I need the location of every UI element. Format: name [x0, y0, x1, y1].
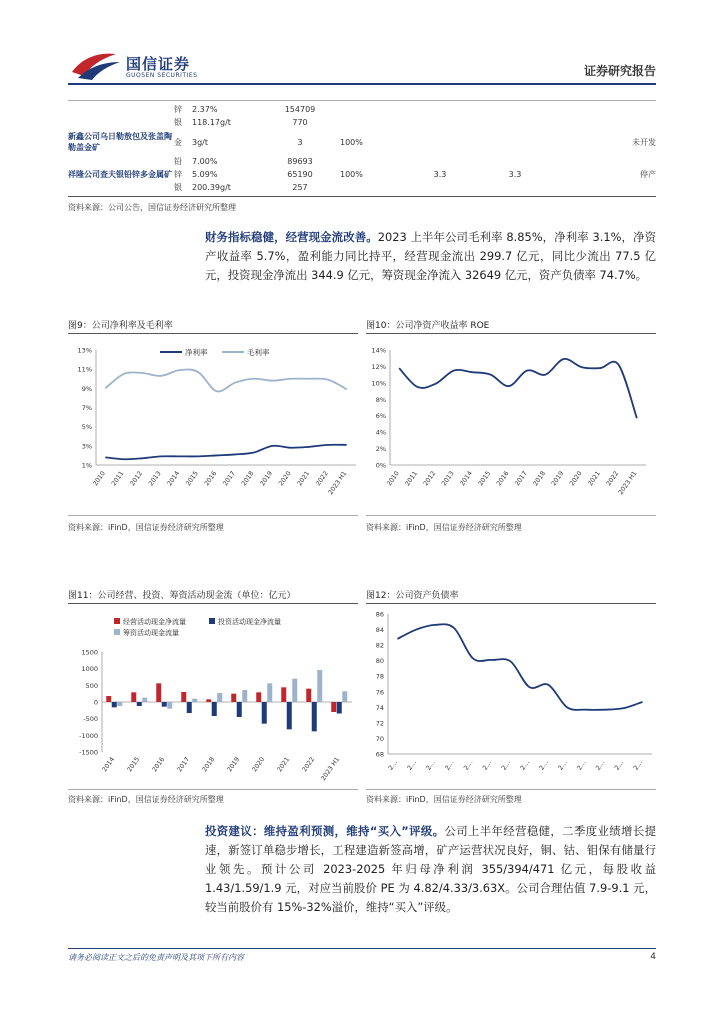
x-tick-label: 2… — [594, 759, 607, 772]
y-tick-label: 80 — [375, 657, 384, 666]
x-tick-label: 2… — [519, 759, 532, 772]
fig10-bottom-rule — [366, 515, 656, 516]
bar — [267, 683, 272, 702]
legend-label: 经营活动现金净流量 — [123, 618, 186, 626]
cell-grade: 7.00% — [192, 157, 218, 166]
cell-x1 — [410, 181, 470, 194]
mine-cell: 新鑫公司乌日勒敖包及张盖陶勒盖金矿 — [68, 132, 172, 152]
fig9-rule — [68, 333, 358, 334]
fig10-chart — [366, 338, 656, 508]
fig9-source: 资料来源：iFinD，国信证券经济研究所整理 — [68, 523, 224, 532]
finance-paragraph-lead: 财务指标稳健，经营现金流改善。 — [205, 230, 378, 244]
bar — [212, 702, 217, 716]
cell-x2 — [470, 116, 560, 129]
footer-rule — [68, 948, 656, 949]
bar — [287, 702, 292, 729]
bar — [281, 687, 286, 702]
bar — [137, 702, 142, 706]
fig10-source: 资料来源：iFinD，国信证券经济研究所整理 — [366, 523, 522, 532]
x-tick-label: 2016 — [151, 756, 167, 774]
x-tick-label: 2010 — [385, 470, 401, 488]
cell-reserve: 257 — [292, 183, 308, 192]
bar — [106, 696, 111, 702]
x-tick-label: 2018 — [240, 470, 256, 488]
y-tick-label: 82 — [375, 641, 384, 650]
y-tick-label: 4% — [375, 428, 386, 437]
x-tick-label: 2… — [481, 759, 494, 772]
x-tick-label: 2021 — [296, 470, 312, 488]
x-tick-label: 2018 — [201, 756, 217, 774]
cell-reserve: 154709 — [284, 105, 316, 114]
cell-status: 停产 — [640, 170, 656, 179]
x-tick-label: 2014 — [458, 470, 474, 488]
x-tick-label: 2021 — [586, 470, 602, 488]
cell-x2 — [470, 103, 560, 116]
brand-cn: 国信证券 — [126, 55, 191, 73]
y-tick-label: -1000 — [79, 731, 98, 740]
bar — [112, 702, 117, 707]
bar — [256, 692, 261, 702]
x-tick-label: 2010 — [91, 470, 107, 488]
table-row — [68, 116, 656, 129]
legend-label: 筹资活动现金流量 — [123, 629, 179, 637]
series-line-1 — [105, 445, 346, 460]
y-tick-label: 13% — [77, 346, 92, 355]
bar — [156, 683, 161, 702]
cell-reserve: 65190 — [287, 170, 313, 179]
brand-en: GUOSEN SECURITIES — [126, 72, 198, 79]
y-tick-label: 14% — [371, 346, 386, 355]
legend-label: 投资活动现金净流量 — [218, 618, 281, 626]
y-tick-label: 1000 — [81, 665, 98, 674]
y-tick-label: 500 — [85, 681, 98, 690]
fig9-bottom-rule — [68, 515, 358, 516]
x-tick-label: 2015 — [184, 470, 200, 488]
series-line-1 — [399, 359, 637, 418]
cell-equity: 100% — [340, 137, 363, 147]
footer-disclaimer: 请务必阅读正文之后的免责声明及其项下所有内容 — [68, 953, 244, 962]
x-tick-label: 2… — [462, 759, 475, 772]
cell-status — [560, 116, 656, 129]
cell-x1 — [410, 103, 470, 116]
x-tick-label: 2021 — [276, 756, 292, 774]
finance-paragraph-body: 2023 上半年公司毛利率 8.85%，净利率 3.1%，净资产收益率 5.7%，盈利能力同比持平，经营现金流出 299.7 亿元，同比少流出 77.5 亿元，投资现金净流出 344.9 亿元，筹资现金净流入 32649 亿元，资产负债率 74.7%。 — [205, 230, 656, 282]
table-top-rule — [68, 100, 656, 101]
x-tick-label: 2014 — [166, 470, 182, 488]
legend-swatch — [209, 618, 215, 624]
cell-x2 — [470, 155, 560, 168]
x-tick-label: 2… — [575, 759, 588, 772]
fig12-source: 资料来源：iFinD，国信证券经济研究所整理 — [366, 795, 522, 804]
mine-cell — [68, 103, 174, 116]
cell-grade: 200.39g/t — [192, 183, 231, 192]
x-tick-label: 2… — [406, 759, 418, 772]
cell-x2 — [470, 181, 560, 194]
bar — [292, 679, 297, 702]
bar — [331, 702, 336, 712]
legend-swatch — [114, 618, 120, 624]
x-tick-label: 2013 — [147, 470, 163, 488]
x-tick-label: 2020 — [251, 756, 267, 774]
cell-metal: 锌 — [174, 105, 182, 114]
fig12-chart — [366, 608, 656, 784]
fig10-title: 图10：公司净资产收益率 ROE — [366, 321, 490, 331]
y-tick-label: 86 — [375, 610, 384, 619]
x-tick-label: 2017 — [513, 470, 529, 488]
investment-paragraph-body: 公司上半年经营稳健，二季度业绩增长提速，新签订单稳步增长，工程建造新签高增，矿产运营状况良好，铜、钴、钼保有储量行业领先。预计公司 2023-2025 年归母净利润 355/394/471 亿元，每股收益 1.43/1.59/1.9 元，对应当前股价 PE 为 4.82/4.33/3.63X。公司合理估值 7.9-9.1 元，较当前股价有 15%-32%溢价，维持“买入”评级。 — [205, 824, 656, 914]
fig11-title: 图11：公司经营、投资、筹资活动现金流（单位：亿元） — [68, 591, 296, 601]
bar — [317, 670, 322, 702]
cell-equity — [340, 155, 410, 168]
x-tick-label: 2… — [613, 759, 626, 772]
bar — [192, 699, 197, 702]
cell-reserve: 770 — [292, 118, 308, 127]
bar — [262, 702, 267, 724]
fig11-bottom-rule — [68, 789, 358, 790]
fig10-rule — [366, 333, 656, 334]
cell-equity — [340, 103, 410, 116]
series-line-2 — [105, 370, 346, 392]
bar — [342, 691, 347, 702]
x-tick-label: 2016 — [203, 470, 219, 488]
bar — [206, 699, 211, 702]
table-bottom-rule — [68, 196, 656, 197]
bar — [242, 690, 247, 702]
x-tick-label: 2011 — [404, 470, 420, 488]
table-row — [68, 129, 656, 155]
x-tick-label: 2… — [425, 759, 437, 772]
bar — [167, 702, 172, 709]
cell-equity — [340, 181, 410, 194]
investment-paragraph-lead: 投资建议：维持盈利预测，维持“买入”评级。 — [205, 824, 445, 838]
cell-x1 — [410, 155, 470, 168]
x-tick-label: 2… — [557, 759, 569, 772]
x-tick-label: 2012 — [129, 470, 145, 488]
y-tick-label: 5% — [81, 423, 92, 432]
bar — [131, 692, 136, 702]
y-tick-label: 6% — [375, 412, 386, 421]
fig9-title: 图9：公司净利率及毛利率 — [68, 321, 173, 331]
cell-x1: 3.3 — [433, 170, 447, 179]
investment-paragraph — [205, 822, 656, 917]
series-line-1 — [397, 624, 642, 710]
y-tick-label: 70 — [375, 734, 384, 743]
fig12-bottom-rule — [366, 789, 656, 790]
cell-status — [560, 155, 656, 168]
cell-metal: 银 — [174, 183, 182, 192]
table-source: 资料来源：公司公告，国信证券经济研究所整理 — [68, 203, 236, 212]
guosen-logo-icon — [70, 50, 122, 80]
x-tick-label: 2023 H1 — [617, 470, 639, 497]
y-tick-label: 0% — [375, 461, 386, 470]
x-tick-label: 2022 — [314, 470, 330, 488]
finance-paragraph — [205, 228, 656, 285]
x-tick-label: 2019 — [259, 470, 275, 488]
cell-reserve: 3 — [297, 137, 303, 147]
y-tick-label: 12% — [371, 362, 386, 371]
bar — [337, 702, 342, 714]
x-tick-label: 2022 — [605, 470, 621, 488]
x-tick-label: 2012 — [422, 470, 438, 488]
y-tick-label: 9% — [81, 384, 92, 393]
x-tick-label: 2… — [538, 759, 550, 772]
fig11-source: 资料来源：iFinD，国信证券经济研究所整理 — [68, 795, 224, 804]
x-tick-label: 2023 H1 — [327, 470, 349, 497]
x-tick-label: 2014 — [101, 756, 117, 774]
cell-metal: 金 — [174, 137, 182, 147]
cell-equity: 100% — [340, 170, 363, 179]
bar — [162, 702, 167, 707]
x-tick-label: 2… — [500, 759, 513, 772]
cell-metal: 铅 — [174, 157, 182, 166]
resource-table — [68, 103, 656, 194]
legend-label: 毛利率 — [247, 348, 270, 357]
cell-x1 — [410, 129, 470, 155]
x-tick-label: 2… — [387, 759, 400, 772]
cell-x2: 3.3 — [508, 170, 522, 179]
cell-metal: 银 — [174, 118, 182, 127]
x-tick-label: 2013 — [440, 470, 456, 488]
y-tick-label: 1% — [81, 461, 92, 470]
bar — [312, 702, 317, 731]
y-tick-label: 78 — [375, 672, 384, 681]
bar — [117, 702, 122, 706]
x-tick-label: 2020 — [568, 470, 584, 488]
cell-grade: 118.17g/t — [192, 118, 231, 127]
cell-status: 未开发 — [632, 137, 656, 147]
cell-status — [560, 103, 656, 116]
y-tick-label: 1500 — [81, 648, 98, 657]
bar — [142, 698, 147, 702]
y-tick-label: 3% — [81, 442, 92, 451]
report-type: 证券研究报告 — [583, 64, 656, 78]
x-tick-label: 2017 — [221, 470, 237, 488]
fig12-rule — [366, 603, 656, 604]
cell-grade: 2.37% — [192, 105, 218, 114]
bar — [306, 689, 311, 702]
y-tick-label: 11% — [77, 365, 92, 374]
y-tick-label: 8% — [375, 395, 386, 404]
bar — [187, 702, 192, 713]
x-tick-label: 2015 — [126, 756, 142, 774]
x-tick-label: 2023 H1 — [320, 756, 342, 783]
x-tick-label: 2018 — [532, 470, 548, 488]
x-tick-label: 2… — [632, 759, 645, 772]
bar — [231, 694, 236, 702]
y-tick-label: 84 — [375, 626, 384, 635]
y-tick-label: 7% — [81, 404, 92, 412]
fig9-chart — [68, 338, 358, 508]
cell-x1 — [410, 116, 470, 129]
bar — [181, 692, 186, 702]
y-tick-label: 10% — [371, 379, 386, 388]
y-tick-label: 72 — [375, 719, 384, 728]
y-tick-label: 74 — [375, 703, 384, 712]
table-row — [68, 155, 656, 168]
y-tick-label: -500 — [83, 715, 98, 724]
x-tick-label: 2019 — [550, 470, 566, 488]
logo — [70, 50, 210, 84]
y-tick-label: 2% — [375, 445, 386, 454]
fig11-chart — [68, 608, 358, 784]
x-tick-label: 2016 — [495, 470, 511, 488]
fig12-title: 图12：公司资产负债率 — [366, 591, 459, 601]
y-tick-label: -1500 — [79, 748, 98, 757]
cell-x2 — [470, 129, 560, 155]
x-tick-label: 2022 — [301, 756, 317, 774]
x-tick-label: 2011 — [110, 470, 126, 488]
cell-grade: 5.09% — [192, 170, 218, 179]
cell-reserve: 89693 — [287, 157, 313, 166]
fig11-rule — [68, 603, 358, 604]
cell-metal: 锌 — [174, 170, 182, 179]
cell-status — [560, 181, 656, 194]
x-tick-label: 2017 — [176, 756, 192, 774]
x-tick-label: 2015 — [477, 470, 493, 488]
x-tick-label: 2… — [443, 759, 456, 772]
table-row — [68, 103, 656, 116]
legend-label: 净利率 — [185, 348, 208, 357]
bar — [217, 693, 222, 702]
y-tick-label: 0 — [93, 698, 98, 707]
y-tick-label: 68 — [375, 750, 384, 759]
cell-grade: 3g/t — [192, 137, 208, 147]
y-tick-label: 76 — [375, 688, 384, 697]
bar — [237, 702, 242, 717]
mine-cell: 祥隆公司查夫银铅锌多金属矿 — [68, 170, 172, 179]
x-tick-label: 2019 — [226, 756, 242, 774]
page-number: 4 — [650, 952, 656, 962]
legend-swatch — [114, 629, 120, 635]
x-tick-label: 2020 — [277, 470, 293, 488]
mine-cell — [68, 116, 174, 129]
header-rule — [68, 83, 656, 85]
cell-equity — [340, 116, 410, 129]
